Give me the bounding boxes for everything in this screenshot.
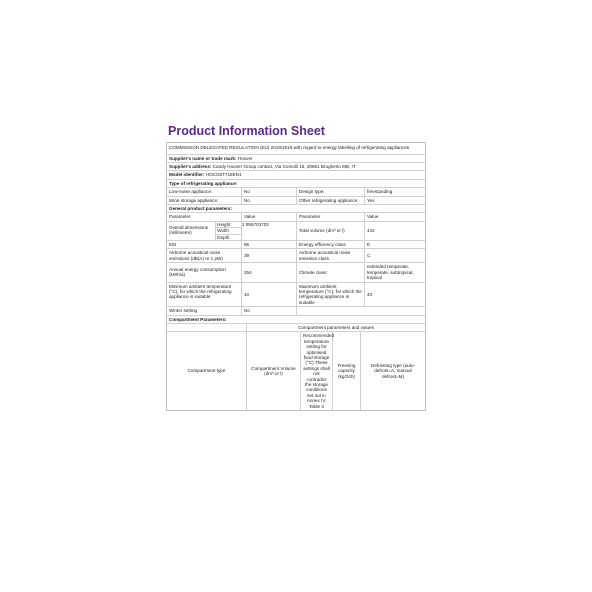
param-value: extended temperate, temperate, subtropical, tropical: [367, 264, 414, 281]
general-row: [167, 249, 425, 263]
depth-value: 703: [261, 221, 269, 227]
height-label: Height: [216, 222, 241, 228]
supplier-address-value: Candy Hoover Group contact, Via Comolli 16, 20861 Brugherio MB, IT: [212, 164, 356, 169]
type-label: Low-noise appliance:: [167, 188, 242, 195]
type-value: Yes: [367, 197, 375, 203]
compartment-group-header: Compartment parameters and values: [298, 324, 374, 330]
sheet-table: [166, 142, 426, 411]
type-heading-row: [167, 180, 425, 188]
model-identifier-value: HOCG5T718EN1: [205, 172, 242, 178]
compartment-group-row: [167, 324, 425, 332]
param-header: Value: [367, 214, 379, 220]
supplier-name-label: Supplier's name or trade mark:: [169, 155, 237, 161]
param-label: Climate class:: [297, 263, 365, 281]
param-header: Value: [242, 213, 297, 220]
depth-label: Depth: [217, 234, 230, 240]
type-label: Design type:: [297, 188, 365, 195]
col-recommended-temperature: Recommended temperature setting for optimised food storage (°C) These settings shall not contradict the storage conditions set out in Annex IV, Table 3: [303, 333, 335, 409]
winter-setting-row: [167, 307, 425, 315]
general-row: [167, 241, 425, 249]
param-label: Annual energy consumption (kWh/a): [167, 263, 242, 281]
param-value: 43: [367, 291, 373, 297]
general-row: [167, 283, 425, 308]
type-label: Wine storage appliance:: [167, 197, 242, 204]
general-heading-row: [167, 205, 425, 213]
compartment-heading: Compartment Parameters:: [169, 316, 227, 322]
type-value: freestanding: [367, 189, 393, 195]
supplier-name-value: Hoover: [237, 155, 253, 161]
param-header: Parameter: [297, 213, 365, 220]
type-label: Other refrigerating appliance:: [297, 197, 365, 204]
dimensions-cell: [167, 222, 242, 240]
param-value: 96: [242, 241, 297, 248]
dimensions-label: Overall dimensions (millimetre): [169, 224, 209, 236]
type-value: No: [242, 188, 297, 195]
height-value: 1 855: [242, 221, 254, 227]
param-value: 39: [242, 249, 297, 262]
supplier-address-row: [167, 163, 425, 171]
sheet-title: Product Information Sheet: [168, 124, 325, 138]
width-label: Width: [216, 228, 241, 234]
supplier-address-label: Supplier's address:: [169, 164, 212, 169]
compartment-heading-row: [167, 316, 425, 324]
model-identifier-label: Model identifier:: [169, 172, 205, 178]
general-row: [167, 263, 425, 282]
general-heading: General product parameters:: [169, 206, 233, 212]
dimension-values: [242, 222, 297, 240]
param-label: Minimum ambient temperature (°C), for which the refrigerating appliance is suitable: [167, 283, 242, 307]
param-value: C: [367, 253, 371, 259]
total-volume-label: Total volume (dm³ or l): [297, 222, 365, 240]
param-label: EEI: [167, 241, 242, 248]
param-header-row: [167, 213, 425, 221]
dimensions-row: [167, 222, 425, 241]
type-heading: Type of refrigerating appliance:: [169, 180, 238, 186]
winter-setting-value: No: [242, 307, 297, 314]
total-volume-value: 442: [367, 228, 375, 234]
param-value: 10: [242, 283, 297, 307]
model-identifier-row: [167, 171, 425, 179]
param-value: E: [367, 242, 371, 248]
col-compartment-type: Compartment type: [167, 332, 247, 410]
param-header: Parameter: [167, 213, 242, 220]
type-row: [167, 197, 425, 205]
col-compartment-volume: Compartment Volume (dm³ or l): [247, 332, 301, 410]
product-information-sheet: [166, 124, 426, 411]
param-label: Maximum ambient temperature (°C), for which the refrigerating appliance is suitable: [297, 283, 365, 307]
type-value: No: [242, 197, 297, 204]
regulation-text: COMMISSION DELEGATED REGULATION (EU) 2019/2016 with regard to energy labelling of refrigerating appliances: [167, 143, 425, 155]
compartment-header-row: [167, 332, 425, 410]
winter-setting-label: Winter setting: [167, 307, 242, 314]
dimension-sublabels: [215, 222, 241, 240]
param-label: Energy efficiency class: [297, 241, 365, 248]
supplier-name-row: [167, 155, 425, 163]
col-defrosting-type: Defrosting type (auto-defrost=A, manual defrost=M): [370, 363, 416, 379]
type-row: [167, 188, 425, 196]
col-freezing-capacity: Freezing capacity (kg/24h): [333, 332, 361, 410]
param-label: Airborne acoustical noise emissions (dB(A) re 1 pW): [167, 249, 242, 262]
param-value: 254: [242, 263, 297, 281]
param-label: Airborne acoustical noise emission class: [297, 249, 365, 262]
width-value: 703: [253, 221, 262, 227]
